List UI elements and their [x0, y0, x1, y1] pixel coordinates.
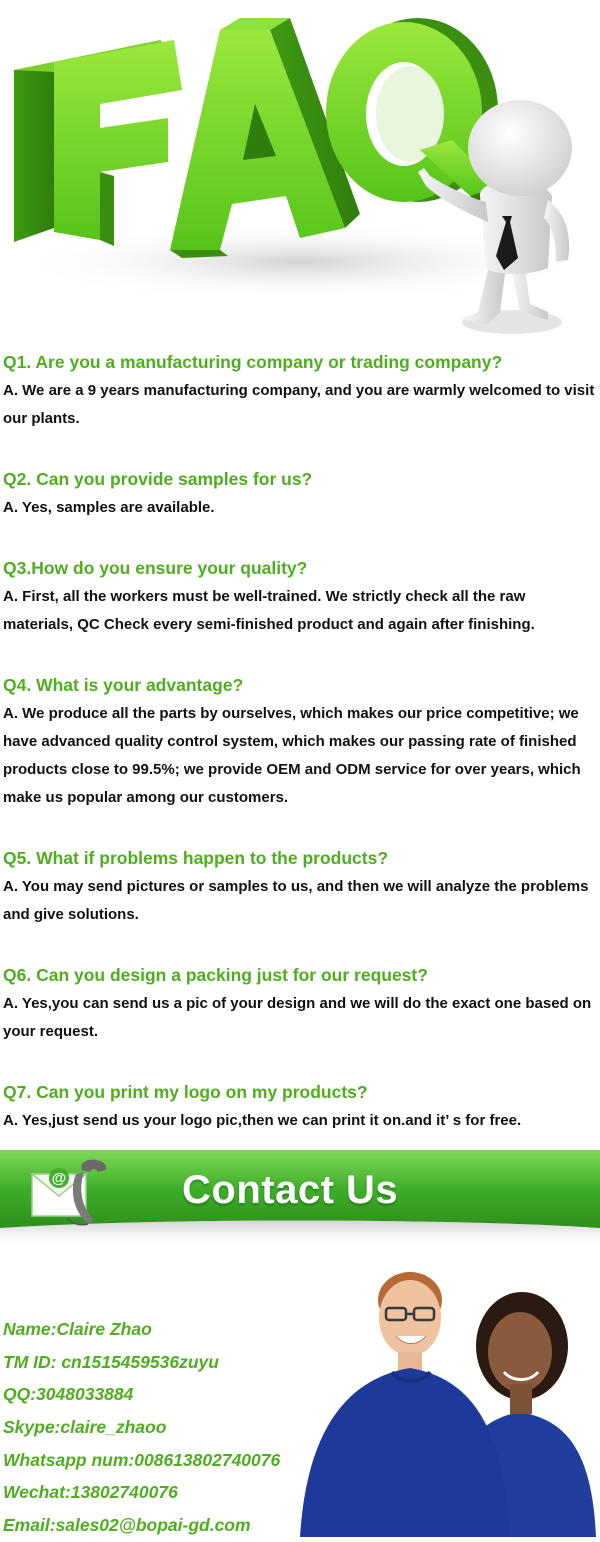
faq-item-6 — [0, 958, 600, 1075]
faq-item-7 — [0, 1075, 600, 1155]
faq-question-1: Q1. Are you a manufacturing company or trading company? — [3, 352, 503, 372]
contact-skype: Skype:claire_zhaoo — [3, 1417, 167, 1438]
faq-answer-6: A. Yes,you can send us a pic of your design and we will do the exact one based on your request. — [3, 995, 592, 1040]
svg-text:@: @ — [51, 1170, 67, 1187]
contact-us-title: Contact Us — [182, 1168, 399, 1212]
letter-f-graphic — [14, 40, 182, 246]
faq-answer-3: A. First, all the workers must be well-trained. We strictly check all the raw materials, QC Check every semi-finished product and again after finishing. — [3, 588, 535, 633]
contact-qq: QQ:3048033884 — [3, 1384, 134, 1405]
email-phone-icon — [28, 1154, 112, 1228]
faq-question-7: Q7. Can you print my logo on my products? — [3, 1082, 368, 1102]
faq-answer-2: A. Yes, samples are available. — [3, 499, 215, 516]
faq-item-5 — [0, 841, 600, 958]
faq-answer-7: A. Yes,just send us your logo pic,then we can print it on.and it’ s for free. — [3, 1112, 522, 1129]
faq-item-2 — [0, 462, 600, 551]
faq-question-5: Q5. What if problems happen to the products? — [3, 848, 389, 868]
faq-answer-1: A. We are a 9 years manufacturing company, and you are warmly welcomed to visit our plants. — [3, 382, 595, 427]
contact-name: Name:Claire Zhao — [3, 1319, 152, 1339]
faq-item-3 — [0, 551, 600, 668]
contact-details — [3, 1313, 280, 1542]
faq-hero-graphic — [0, 0, 600, 345]
faq-item-4 — [0, 668, 600, 841]
contact-whatsapp: Whatsapp num:008613802740076 — [3, 1449, 281, 1470]
man-figure — [300, 1272, 510, 1537]
faq-list — [0, 345, 600, 1155]
faq-hero-illustration — [0, 0, 600, 345]
faq-answer-5: A. You may send pictures or samples to us, and then we will analyze the problems and give solutions. — [3, 878, 589, 923]
contact-email: Email:sales02@bopai-gd.com — [3, 1515, 251, 1536]
contact-tm-id: TM ID: cn1515459536zuyu — [3, 1351, 219, 1372]
faq-answer-4: A. We produce all the parts by ourselves, which makes our price competitive; we have advanced quality control system, which makes our passing rate of finished products close to 99.5%; we provide OEM and ODM service for over years, which make us popular among our customers. — [3, 705, 581, 806]
faq-item-1 — [0, 345, 600, 462]
faq-question-4: Q4. What is your advantage? — [3, 675, 244, 695]
faq-question-6: Q6. Can you design a packing just for our request? — [3, 965, 428, 985]
faq-question-3: Q3.How do you ensure your quality? — [3, 558, 308, 578]
faq-question-2: Q2. Can you provide samples for us? — [3, 469, 313, 489]
people-illustration — [300, 1260, 600, 1537]
contact-wechat: Wechat:13802740076 — [3, 1482, 178, 1503]
